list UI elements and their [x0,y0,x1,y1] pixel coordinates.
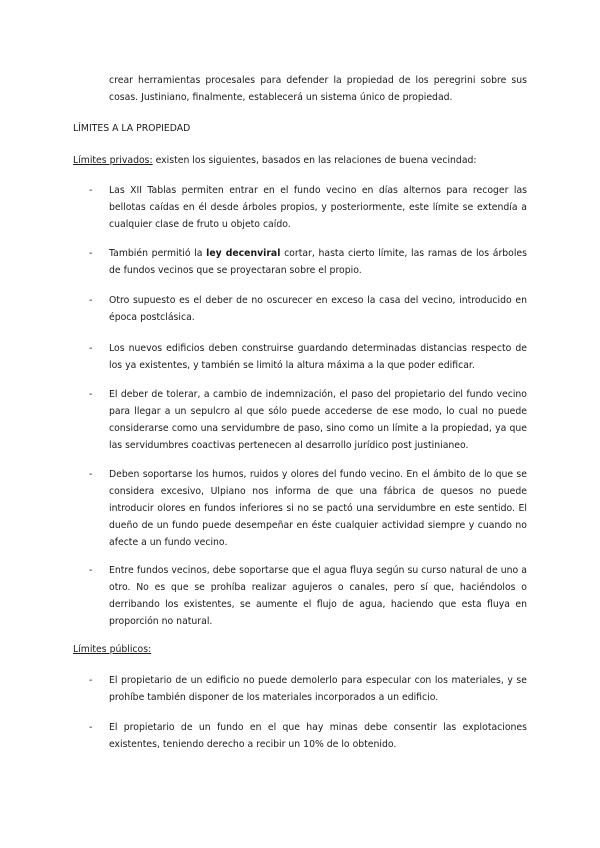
bullet-dash: - [89,675,93,686]
bullet-dash: - [89,343,93,354]
list-item: Las XII Tablas permiten entrar en el fundo vecino en días alternos para recoger las bellotas caídas en él desde árboles propios, y posteriormente, este límite se extendía a cualquier clase de fruto u objeto caído. [109,185,527,230]
intro-paragraph: crear herramientas procesales para defender la propiedad de los peregrini sobre sus cosas. Justiniano, finalmente, establecerá un sistema único de propiedad. [109,75,527,103]
list-item-bold-term: ley decenviral [206,248,281,259]
bullet-dash: - [89,722,93,733]
bullet-dash: - [89,469,93,480]
list-item: Los nuevos edificios deben construirse guardando determinadas distancias respecto de los ya existentes, y también se limitó la altura máxima a la que poder edificar. [109,343,527,371]
list-item: El deber de tolerar, a cambio de indemnización, el paso del propietario del fundo vecino para llegar a un sepulcro al que sólo puede accederse de ese modo, lo cual no puede considerarse como una servidumbre de paso, sino como un límite a la propiedad, ya que las servidumbres coactivas pertenecen al desarrollo jurídico post justinianeo. [109,389,527,451]
section-title: LÍMITES A LA PROPIEDAD [73,123,191,134]
bullet-dash: - [89,248,93,259]
list-item: Otro supuesto es el deber de no oscurecer en exceso la casa del vecino, introducido en época postclásica. [109,295,527,323]
list-item: El propietario de un fundo en el que hay minas debe consentir las explotaciones existentes, teniendo derecho a recibir un 10% de lo obtenido. [109,722,527,750]
list-item: Deben soportarse los humos, ruidos y olores del fundo vecino. En el ámbito de lo que se considera excesivo, Ulpiano nos informa de que una fábrica de quesos no puede introducir olores en fundos inferiores si no se pactó una servidumbre en este sentido. El dueño de un fundo puede desempeñar en éste cualquier actividad siempre y cuando no afecte a un fundo vecino. [109,469,527,548]
bullet-dash: - [89,565,93,576]
list-item-text: También permitió la [109,248,207,259]
private-limits-heading [73,152,533,169]
private-limits-lead: existen los siguientes, basados en las relaciones de buena vecindad: [152,155,477,166]
public-limits-label: Límites públicos: [73,644,152,655]
bullet-dash: - [89,185,93,196]
public-limits-heading [73,641,151,658]
list-item [109,245,527,279]
private-limits-label: Límites privados: [73,155,153,166]
list-item-text: cortar, hasta cierto límite, las ramas de los árboles de fundos vecinos que se proyectaran sobre el propio. [109,248,527,276]
list-item: Entre fundos vecinos, debe soportarse que el agua fluya según su curso natural de uno a otro. No es que se prohíba realizar agujeros o canales, pero sí que, haciéndolos o derribando los existentes, se aumente el flujo de agua, haciendo que esta fluya en proporción no natural. [109,565,527,627]
bullet-dash: - [89,389,93,400]
list-item: El propietario de un edificio no puede demolerlo para especular con los materiales, y se prohíbe también disponer de los materiales incorporados a un edificio. [109,675,527,703]
bullet-dash: - [89,295,93,306]
